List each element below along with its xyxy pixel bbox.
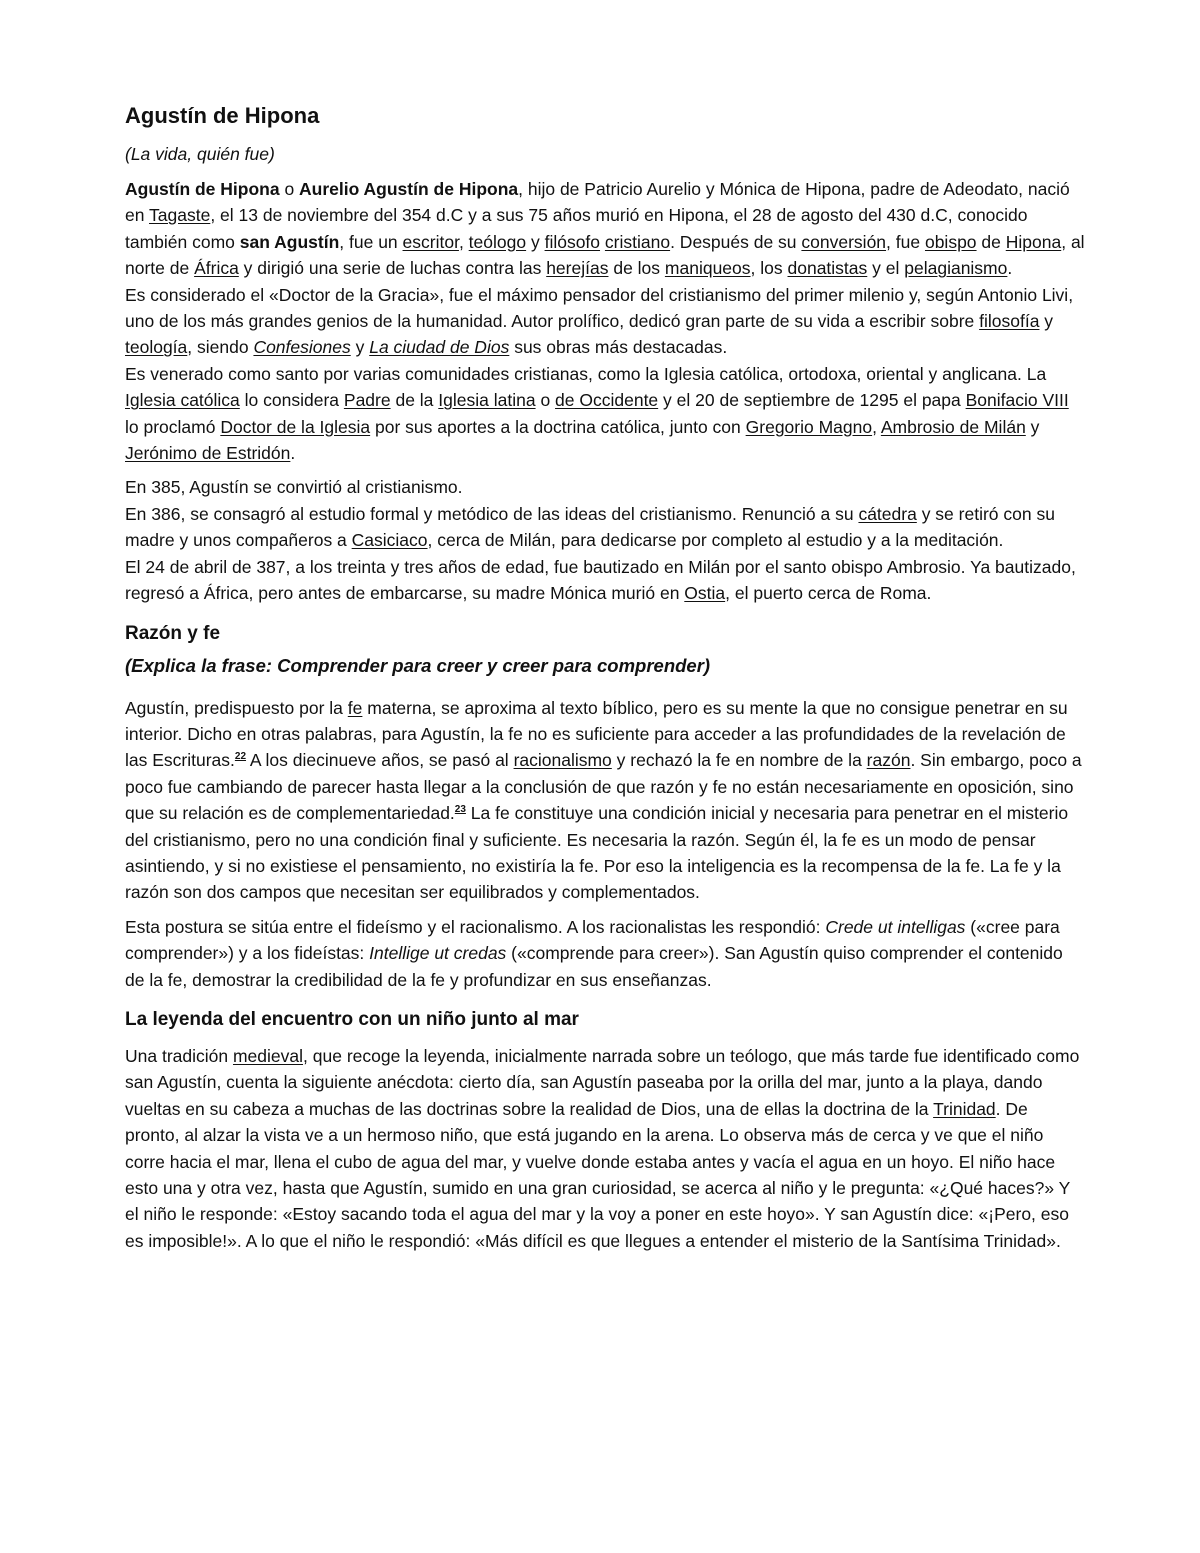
text-link[interactable]: razón [866, 750, 911, 771]
section-heading-razon-fe: Razón y fe [125, 622, 221, 644]
text-link[interactable]: maniqueos [664, 258, 751, 279]
text-run: Intellige ut credas [369, 943, 507, 964]
text-run: , cerca de Milán, para dedicarse por completo al estudio y a la meditación. [427, 530, 1004, 551]
text-run: y [1025, 416, 1040, 437]
text-run: . [1007, 258, 1013, 279]
text-run: por sus aportes a la doctrina católica, junto con [370, 416, 746, 437]
text-run: , [458, 231, 469, 252]
text-run: lo considera [239, 390, 344, 411]
text-run: A los diecinueve años, se pasó al [246, 750, 514, 771]
text-link[interactable]: cátedra [858, 503, 917, 524]
text-link[interactable]: Doctor de la Iglesia [220, 416, 371, 437]
text-link[interactable]: Gregorio Magno [745, 416, 873, 437]
text-link[interactable]: Iglesia latina [438, 390, 536, 411]
text-run: , el puerto cerca de Roma. [725, 583, 932, 604]
text-run: y el [867, 258, 905, 279]
text-link[interactable]: racionalismo [513, 750, 612, 771]
text-link[interactable]: conversión [801, 231, 887, 252]
text-run: . Después de su [670, 231, 802, 252]
text-run: , al norte de [125, 231, 1085, 279]
text-run: . [290, 443, 296, 464]
text-link[interactable]: fe [347, 697, 363, 718]
text-run: Una tradición [125, 1045, 233, 1066]
text-run: . Sin embargo, poco a poco fue cambiando de parecer hasta llegar a la conclusión de que razón y fe no están necesariamente en oposición, sino que su relación es de complementariedad. [125, 750, 1082, 824]
text-run: («cree para comprender») y a los fideístas: [125, 916, 1060, 964]
text-link[interactable]: Hipona [1005, 231, 1062, 252]
text-run: El 24 de abril de 387, a los treinta y tres años de edad, fue bautizado en Milán por el santo obispo Ambrosio. Ya bautizado, regresó a África, pero antes de embarcarse, su madre Mónica murió en [125, 556, 1076, 604]
text-run: de los [608, 258, 665, 279]
text-link[interactable]: escritor [402, 231, 459, 252]
text-run: sus obras más destacadas. [509, 337, 728, 358]
text-run: , fue [886, 231, 925, 252]
text-link[interactable]: Iglesia católica [125, 390, 240, 411]
bio-paragraph-2 [125, 282, 1085, 361]
text-link[interactable]: medieval [232, 1045, 304, 1066]
text-link[interactable]: Trinidad [933, 1098, 996, 1119]
text-run: Crede ut intelligas [825, 916, 966, 937]
text-run: y [350, 337, 370, 358]
text-link[interactable]: Confesiones [253, 337, 351, 358]
text-run: . De pronto, al alzar la vista ve a un hermoso niño, que está jugando en la arena. Lo observa más de cerca y ve que el niño corre hacia el mar, llena el cubo de agua del mar, y vuelve donde estaba antes y vacía el agua en un hoyo. El niño hace esto una y otra vez, hasta que Agustín, sumido en una gran curiosidad, se acerca al niño y le pregunta: «¿Qué haces?» Y el niño le responde: «Estoy sacando toda el agua del mar y la voy a poner en este hoyo». Y san Agustín dice: «¡Pero, eso es imposible!». A lo que el niño le respondió: «Más difícil es que llegues a entender el misterio de la Santísima Trinidad». [125, 1098, 1070, 1251]
text-run: , hijo de Patricio Aurelio y Mónica de Hipona, padre de Adeodato, nació en [125, 179, 1070, 226]
text-link[interactable]: Jerónimo de Estridón [125, 443, 291, 464]
text-run: y dirigió una serie de luchas contra las [238, 258, 547, 279]
text-run: y el 20 de septiembre de 1295 el papa [658, 390, 966, 411]
text-run: , los [750, 258, 788, 279]
text-run: («comprende para creer»). San Agustín quiso comprender el contenido de la fe, demostrar la credibilidad de la fe y profundizar en sus enseñanzas. [125, 943, 1063, 990]
text-run: Es considerado el «Doctor de la Gracia», fue el máximo pensador del cristianismo del primer milenio y, según Antonio Livi, uno de los más grandes genios de la humanidad. Autor prolífico, dedicó gran parte de su vida a escribir sobre [125, 284, 1074, 332]
footnote-ref[interactable]: 23 [454, 804, 466, 816]
text-run: san Agustín [239, 231, 340, 252]
text-run: Agustín de Hipona [125, 179, 280, 199]
text-link[interactable]: filósofo [544, 231, 601, 252]
text-run: y se retiró con su madre y unos compañeros a [125, 503, 1055, 551]
text-run: , [872, 416, 881, 437]
text-link[interactable]: de Occidente [555, 390, 659, 411]
text-run: y [1039, 311, 1054, 332]
text-run: lo proclamó [125, 416, 221, 437]
section-heading-leyenda: La leyenda del encuentro con un niño junto al mar [125, 1008, 579, 1030]
text-link[interactable]: Casiciaco [351, 530, 428, 551]
text-run: En 385, Agustín se convirtió al cristianismo. [125, 477, 463, 498]
document-subtitle: (La vida, quién fue) [125, 144, 275, 164]
text-link[interactable]: África [194, 258, 239, 279]
section-subheading-razon-fe: (Explica la frase: Comprender para creer y creer para comprender) [125, 654, 711, 676]
text-run: , el 13 de noviembre del 354 d.C y a sus 75 años murió en Hipona, el 28 de agosto del 430 d.C, conocido también como [125, 205, 1028, 252]
text-link[interactable]: Ostia [684, 583, 726, 604]
text-run: o [279, 179, 300, 199]
text-run: de la [390, 390, 439, 411]
text-run: , que recoge la leyenda, inicialmente narrada sobre un teólogo, que más tarde fue identificado como san Agustín, cuenta la siguiente anécdota: cierto día, san Agustín paseaba por la orilla del mar, junto a la playa, dando vueltas en su cabeza a muchas de las doctrinas sobre la realidad de Dios, una de ellas la doctrina de la [125, 1045, 1080, 1119]
text-link[interactable]: Bonifacio VIII [965, 390, 1069, 411]
razon-fe-paragraph-1 [125, 695, 1085, 906]
text-run: Agustín, predispuesto por la [125, 697, 348, 718]
leyenda-paragraph-1 [125, 1043, 1085, 1254]
footnote-ref[interactable]: 22 [234, 751, 247, 763]
text-run: En 386, se consagró al estudio formal y metódico de las ideas del cristianismo. Renunció a su [125, 503, 859, 524]
text-link[interactable]: filosofía [979, 311, 1040, 332]
text-link[interactable]: cristiano [604, 231, 671, 252]
text-run: Es venerado como santo por varias comunidades cristianas, como la Iglesia católica, ortodoxa, oriental y anglicana. La [125, 363, 1047, 384]
text-run: y [526, 231, 545, 252]
text-run: y rechazó la fe en nombre de la [611, 750, 867, 771]
bio-paragraph-5 [125, 501, 1085, 554]
text-run: o [535, 390, 556, 411]
bio-paragraph-6 [125, 554, 1085, 607]
text-link[interactable]: Padre [343, 390, 391, 411]
text-run: materna, se aproxima al texto bíblico, pero es su mente la que no consigue penetrar en su interior. Dicho en otras palabras, para Agustín, la fe no es suficiente para acceder a las profundidades de la revelación de las Escrituras. [125, 697, 1068, 771]
text-link[interactable]: teología [125, 337, 188, 358]
text-link[interactable]: herejías [546, 258, 609, 279]
text-run: Esta postura se sitúa entre el fideísmo y el racionalismo. A los racionalistas les respondió: [125, 916, 826, 937]
text-link[interactable]: Ambrosio de Milán [880, 416, 1026, 437]
text-link[interactable]: Tagaste [149, 205, 211, 226]
razon-fe-paragraph-2 [125, 914, 1085, 993]
text-link[interactable]: teólogo [468, 231, 527, 252]
text-link[interactable]: pelagianismo [904, 258, 1008, 279]
bio-paragraph-3 [125, 361, 1085, 467]
text-run: La fe constituye una condición inicial y necesaria para penetrar en el misterio del cristianismo, pero no una condición final y suficiente. Es necesaria la razón. Según él, la fe es un modo de pensar asintiendo, y si no existiese el pensamiento, no existiría la fe. Por eso la inteligencia es la recompensa de la fe. La fe y la razón son dos campos que necesitan ser equilibrados y complementados. [125, 803, 1069, 903]
bio-paragraph-1 [125, 176, 1085, 282]
text-run: Aurelio Agustín de Hipona [299, 179, 519, 199]
text-run: , siendo [187, 337, 254, 358]
text-run: , fue un [339, 231, 403, 252]
document-title: Agustín de Hipona [125, 103, 320, 128]
text-run: de [976, 231, 1006, 252]
text-link[interactable]: obispo [924, 231, 977, 252]
bio-paragraph-4 [125, 474, 1085, 500]
document-page [125, 100, 1085, 1254]
text-link[interactable]: donatistas [787, 258, 868, 279]
text-link[interactable]: La ciudad de Dios [369, 337, 510, 358]
